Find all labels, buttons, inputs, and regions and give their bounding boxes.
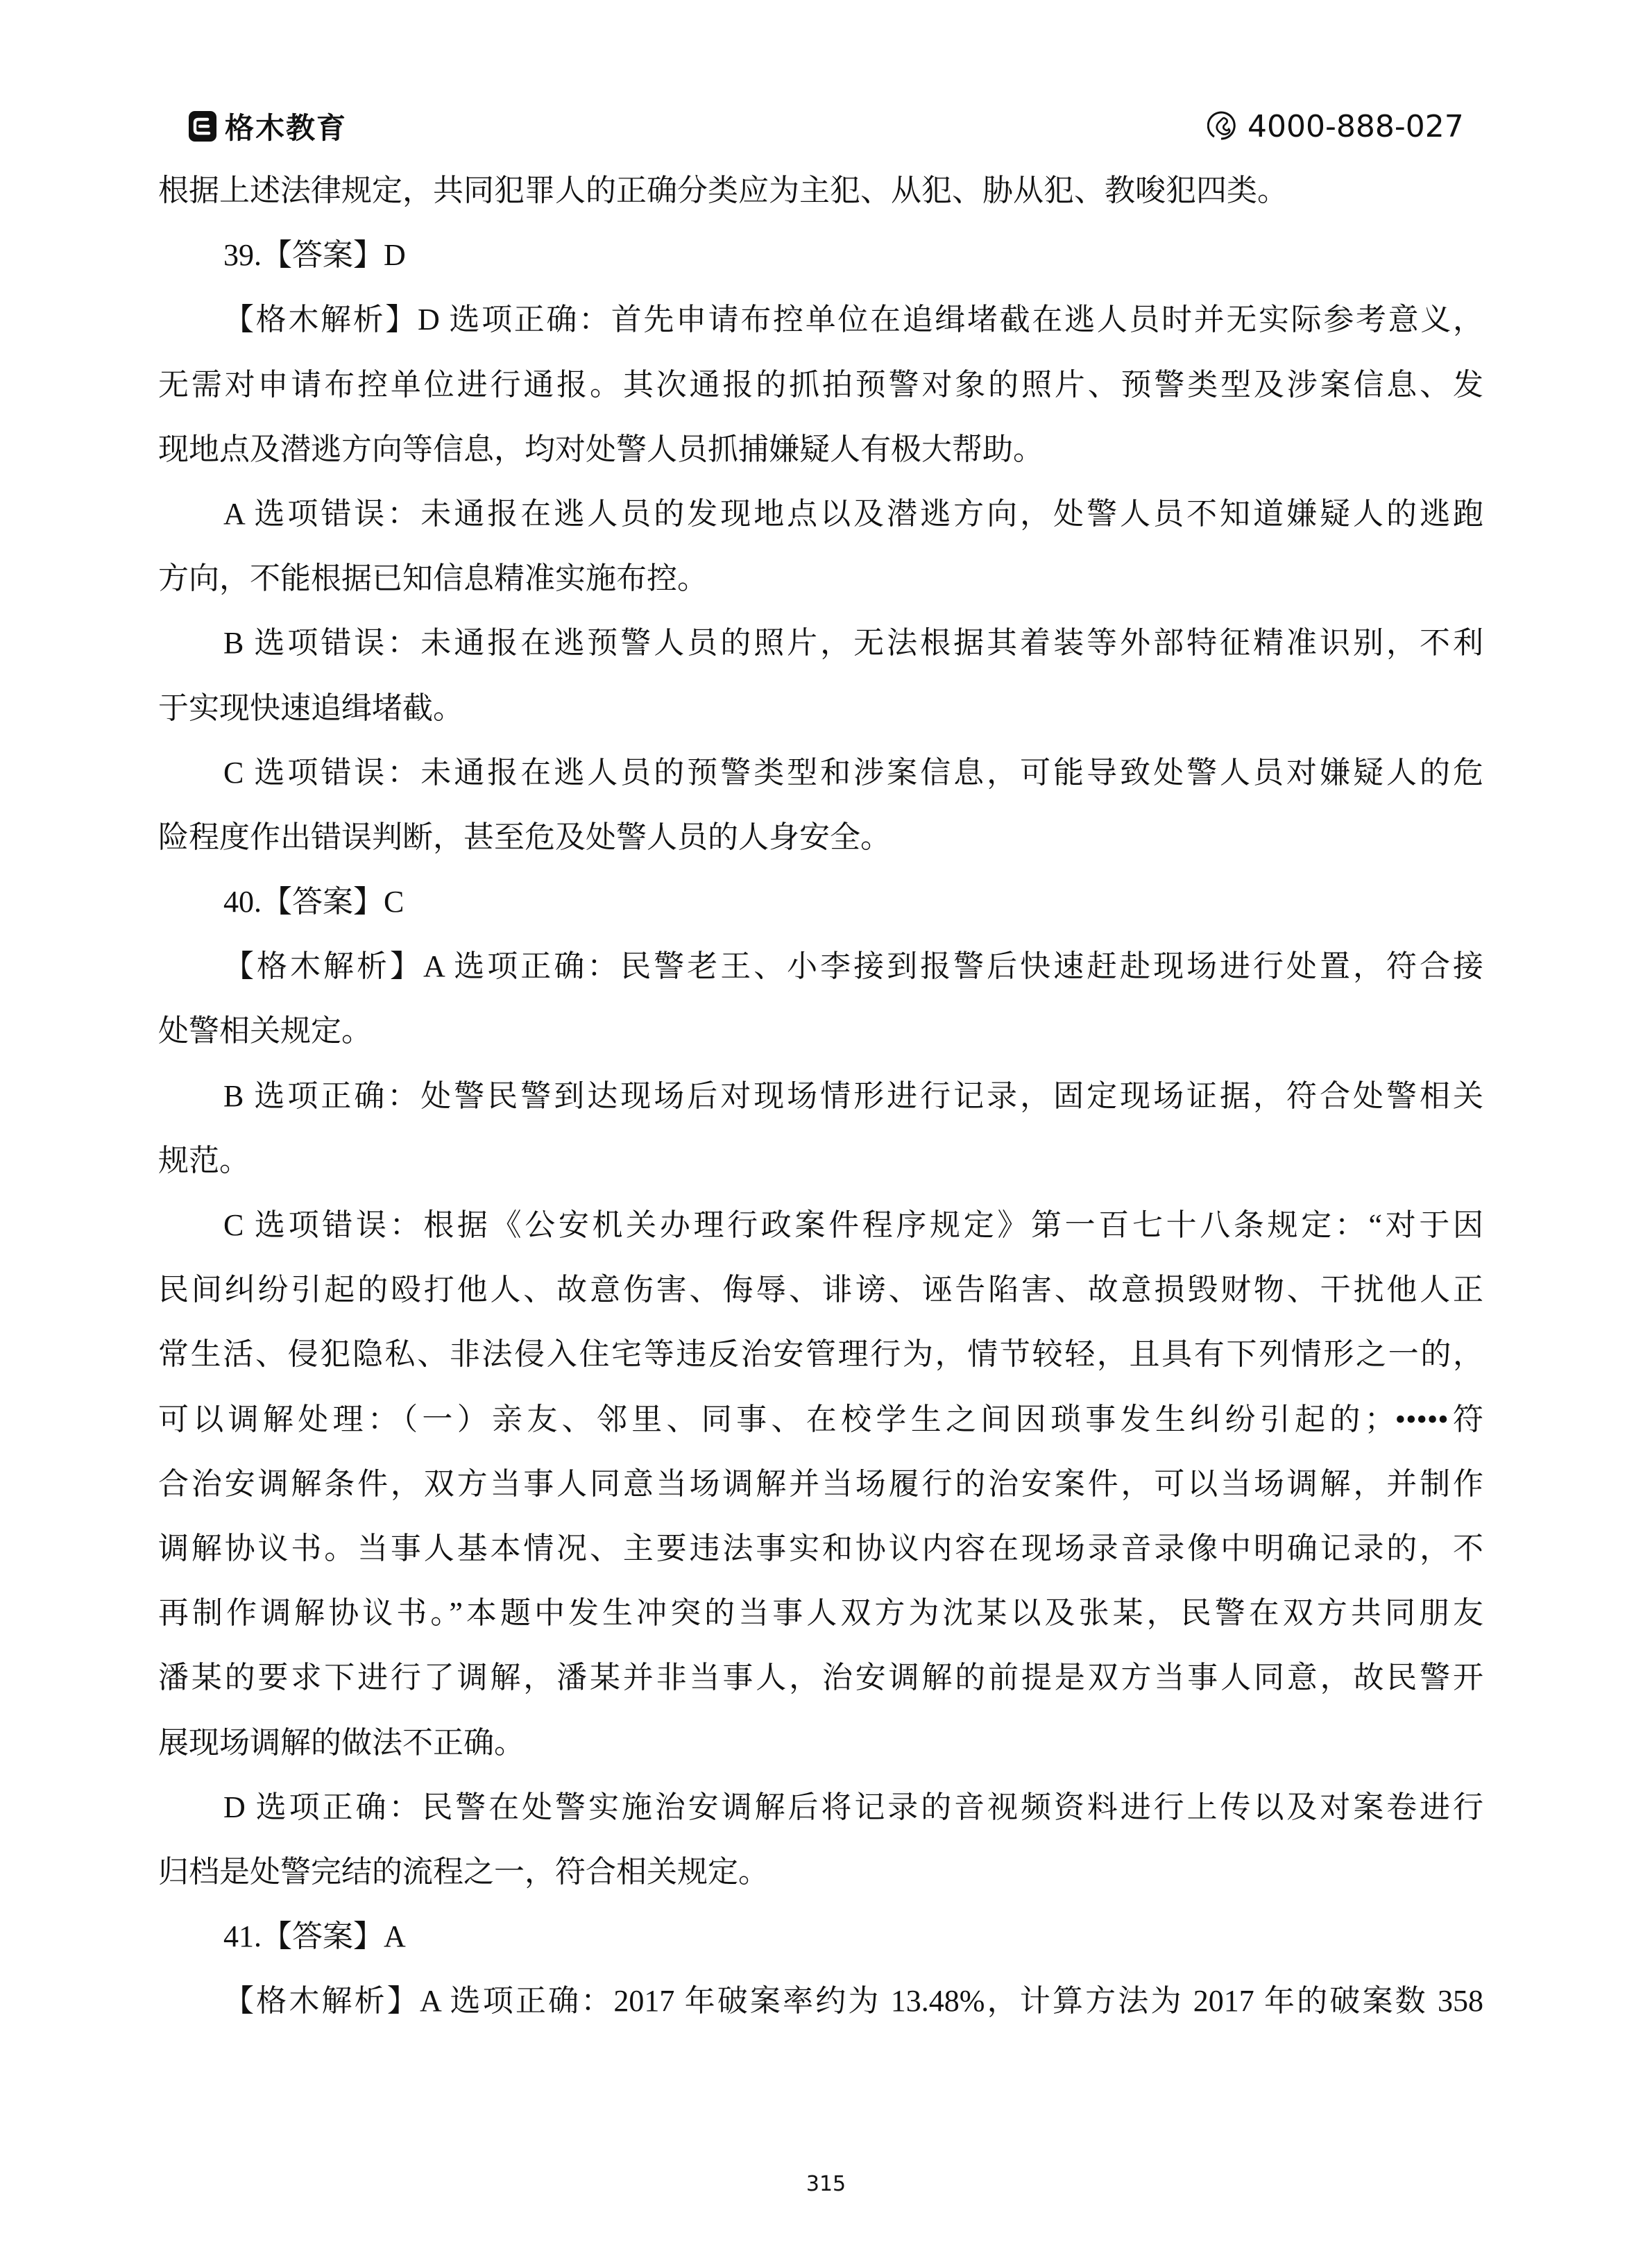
- text-line: 民间纠纷引起的殴打他人、故意伤害、侮辱、诽谤、诬告陷害、故意损毁财物、干扰他人正: [158, 1273, 1483, 1307]
- text-line: 常生活、侵犯隐私、非法侵入住宅等违反治安管理行为，情节较轻，且具有下列情形之一的，: [158, 1337, 1483, 1372]
- text-line: 【格木解析】A 选项正确：2017 年破案率约为 13.48%，计算方法为 2017 年的破案数 358: [223, 1984, 1483, 2019]
- text-line: 可以调解处理：（一）亲友、邻里、同事、在校学生之间因琐事发生纠纷引起的；•••••符: [158, 1402, 1483, 1436]
- text-line: 无需对申请布控单位进行通报。其次通报的抓拍预警对象的照片、预警类型及涉案信息、发: [158, 367, 1483, 402]
- text-line: 【格木解析】D 选项正确：首先申请布控单位在追缉堵截在逃人员时并无实际参考意义，: [223, 303, 1483, 337]
- text-line: 险程度作出错误判断，甚至危及处警人员的人身安全。: [158, 819, 891, 854]
- text-line: 展现场调解的做法不正确。: [158, 1725, 525, 1760]
- page-number: 315: [806, 2172, 846, 2196]
- text-line: B 选项正确：处警民警到达现场后对现场情形进行记录，固定现场证据，符合处警相关: [223, 1078, 1483, 1113]
- brand-e-logo-icon: [189, 111, 216, 142]
- brand-name: 格木教育: [225, 111, 348, 145]
- text-line: C 选项错误：根据《公安机关办理行政案件程序规定》第一百七十八条规定：“对于因: [223, 1208, 1483, 1242]
- text-line: 方向，不能根据已知信息精准实施布控。: [158, 561, 708, 596]
- brand-logo: [189, 105, 347, 147]
- phone-number: 4000-888-027: [1247, 108, 1464, 144]
- text-line: B 选项错误：未通报在逃预警人员的照片，无法根据其着装等外部特征精准识别，不利: [223, 626, 1483, 661]
- text-line: 于实现快速追缉堵截。: [158, 690, 463, 725]
- text-line: 再制作调解协议书。”本题中发生冲突的当事人双方为沈某以及张某，民警在双方共同朋友: [158, 1596, 1483, 1631]
- text-line: 规范。: [158, 1143, 250, 1178]
- phone-icon: [1207, 110, 1239, 142]
- text-line: 处警相关规定。: [158, 1014, 372, 1048]
- text-line: 调解协议书。当事人基本情况、主要违法事实和协议内容在现场录音录像中明确记录的，不: [158, 1531, 1483, 1565]
- text-line: 39.【答案】D: [223, 238, 406, 273]
- text-line: 归档是处警完结的流程之一，符合相关规定。: [158, 1854, 769, 1889]
- text-line: A 选项错误：未通报在逃人员的发现地点以及潜逃方向，处警人员不知道嫌疑人的逃跑: [223, 496, 1483, 531]
- text-line: 潘某的要求下进行了调解，潘某并非当事人，治安调解的前提是双方当事人同意，故民警开: [158, 1661, 1483, 1695]
- hotline: [1207, 105, 1464, 147]
- text-line: 【格木解析】A 选项正确：民警老王、小李接到报警后快速赶赴现场进行处置，符合接: [223, 949, 1483, 984]
- text-line: 根据上述法律规定，共同犯罪人的正确分类应为主犯、从犯、胁从犯、教唆犯四类。: [158, 173, 1288, 207]
- text-line: 现地点及潜逃方向等信息，均对处警人员抓捕嫌疑人有极大帮助。: [158, 432, 1044, 466]
- document-body: [158, 163, 1483, 2038]
- text-line: 40.【答案】C: [223, 885, 405, 919]
- text-line: 41.【答案】A: [223, 1919, 406, 1954]
- page-header: [0, 0, 1652, 160]
- text-line: C 选项错误：未通报在逃人员的预警类型和涉案信息，可能导致处警人员对嫌疑人的危: [223, 755, 1483, 790]
- text-line: 合治安调解条件，双方当事人同意当场调解并当场履行的治安案件，可以当场调解，并制作: [158, 1466, 1483, 1501]
- text-line: D 选项正确：民警在处警实施治安调解后将记录的音视频资料进行上传以及对案卷进行: [223, 1790, 1483, 1824]
